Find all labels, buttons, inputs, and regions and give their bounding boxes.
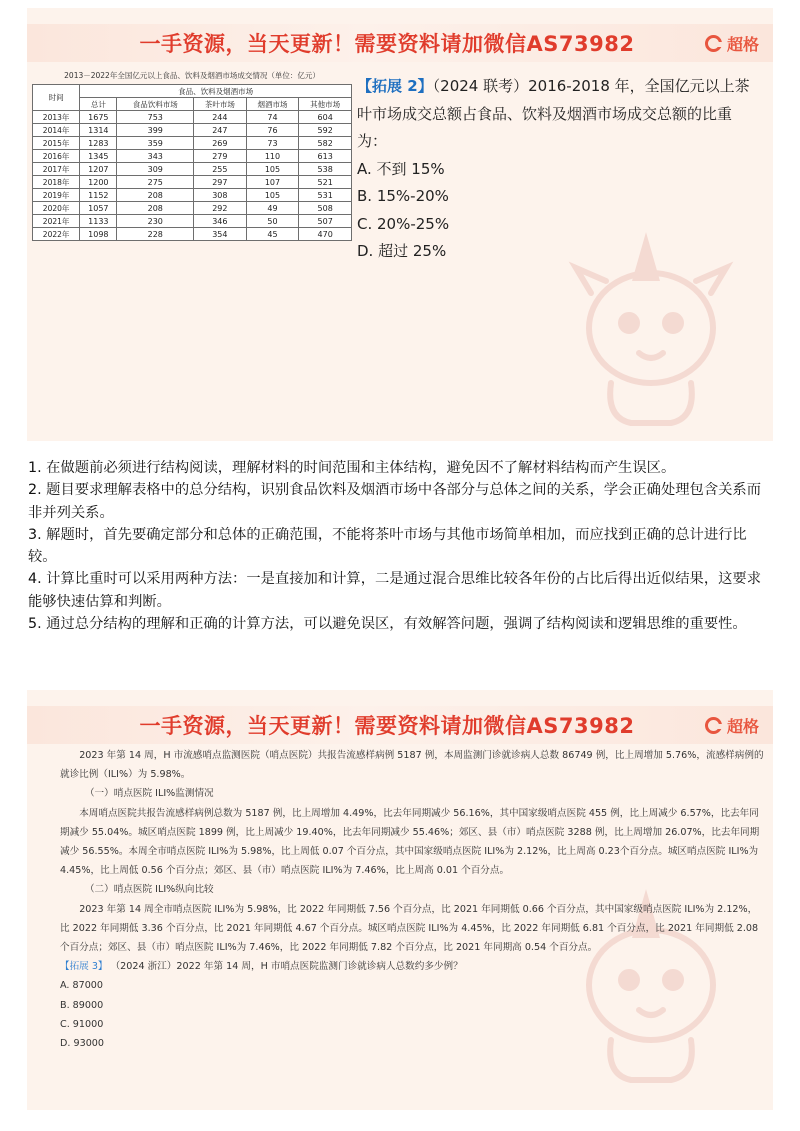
- brand-logo: [705, 714, 759, 736]
- brand-logo: [705, 32, 759, 54]
- question-2: [357, 73, 757, 266]
- table-cell: 346: [194, 215, 247, 228]
- table-cell: 1345: [80, 150, 117, 163]
- table-cell: 73: [246, 137, 299, 150]
- group-header: 食品、饮料及烟酒市场: [80, 85, 352, 98]
- table-cell: 470: [299, 228, 352, 241]
- table-cell: 74: [246, 111, 299, 124]
- table-cell: 228: [117, 228, 194, 241]
- table-cell: 592: [299, 124, 352, 137]
- table-cell: 105: [246, 163, 299, 176]
- question-stem: （2024 联考）2016-2018 年，全国亿元以上茶叶市场成交总额占食品、饮料及烟酒市场成交总额的比重为：: [357, 77, 750, 150]
- table-cell: 247: [194, 124, 247, 137]
- table-cell: 49: [246, 202, 299, 215]
- table-cell: 269: [194, 137, 247, 150]
- table-cell: 292: [194, 202, 247, 215]
- note-item: 1. 在做题前必须进行结构阅读，理解材料的时间范围和主体结构，避免因不了解材料结构而产生误区。: [28, 460, 676, 476]
- table-cell: 582: [299, 137, 352, 150]
- table-row: [33, 124, 352, 137]
- row-year: 2020年: [33, 202, 80, 215]
- table-cell: 1152: [80, 189, 117, 202]
- table-cell: 309: [117, 163, 194, 176]
- table-cell: 308: [194, 189, 247, 202]
- table-row: [33, 176, 352, 189]
- col-header: 其他市场: [299, 98, 352, 111]
- table-cell: 753: [117, 111, 194, 124]
- note-item: 5. 通过总分结构的理解和正确的计算方法，可以避免误区，有效解答问题，强调了结构阅读和逻辑思维的重要性。: [28, 616, 747, 633]
- row-year: 2016年: [33, 150, 80, 163]
- row-year: 2021年: [33, 215, 80, 228]
- col-header: 总计: [80, 98, 117, 111]
- table-cell: 613: [299, 150, 352, 163]
- table-row: [33, 202, 352, 215]
- g-logo-icon: [705, 35, 722, 52]
- table-cell: 1133: [80, 215, 117, 228]
- note-item: 3. 解题时，首先要确定部分和总体的正确范围，不能将茶叶市场与其他市场简单相加，而应找到正确的总计进行比较。: [28, 526, 747, 566]
- table-cell: 521: [299, 176, 352, 189]
- table-cell: 107: [246, 176, 299, 189]
- banner-text: 一手资源，当天更新！需要资料请加微信AS73982: [139, 714, 635, 738]
- table-cell: 45: [246, 228, 299, 241]
- option-b: B. 15%-20%: [357, 187, 449, 205]
- table-cell: 343: [117, 150, 194, 163]
- section-2-body: 2023 年第 14 周全市哨点医院 ILI%为 5.98%，比 2022 年同期低 7.56 个百分点，比 2021 年同期低 0.66 个百分点，其中国家级哨点医院 ILI%为 2.12%，比 2022 年同期低 3.36 个百分点，比 2021 年同期低 4.67 个百分点。城区哨点医院 ILI%为 4.45%，比 2022 年同期低 6.81 个百分点，比 2021 年同期低 2.08 个百分点；郊区、县（市）哨点医院 ILI%为 7.46%，比 2022 年同期低 7.82 个百分点，比 2021 年同期高 0.54 个百分点。: [60, 903, 759, 954]
- logo-text: 超格: [726, 716, 759, 736]
- table-row: [33, 215, 352, 228]
- row-year: 2015年: [33, 137, 80, 150]
- table-cell: 1207: [80, 163, 117, 176]
- row-year: 2022年: [33, 228, 80, 241]
- section-1-body: 本周哨点医院共报告流感样病例总数为 5187 例，比上周增加 4.49%，比去年同期减少 56.16%，其中国家级哨点医院 455 例，比上周减少 6.57%，比去年同期减少 55.04%。城区哨点医院 1899 例，比上周减少 19.40%，比去年同期减少 55.46%；郊区、县（市）哨点医院 3288 例，比上周增加 26.07%，比去年同期减少 56.55%。本周全市哨点医院 ILI%为 5.98%，比上周低 0.07 个百分点，其中国家级哨点医院 ILI%为 2.12%，比上周高 0.23个百分点。城区哨点医院 ILI%为 4.45%，比上周低 0.56 个百分点；郊区、县（市）哨点医院 ILI%为 7.46%，比上周高 0.01 个百分点。: [60, 807, 760, 877]
- question-tag: 【拓展 3】: [60, 961, 108, 973]
- banner-text: 一手资源，当天更新！需要资料请加微信AS73982: [139, 32, 635, 56]
- table-cell: 230: [117, 215, 194, 228]
- table-cell: 297: [194, 176, 247, 189]
- table-cell: 110: [246, 150, 299, 163]
- option-d: D. 超过 25%: [357, 242, 447, 260]
- table-row: [33, 163, 352, 176]
- col-header-year: 时间: [33, 85, 80, 111]
- table-cell: 208: [117, 202, 194, 215]
- table-row: [33, 228, 352, 241]
- table-cell: 1675: [80, 111, 117, 124]
- table-cell: 279: [194, 150, 247, 163]
- note-item: 2. 题目要求理解表格中的总分结构，识别食品饮料及烟酒市场中各部分与总体之间的关系，学会正确处理包含关系而非并列关系。: [28, 482, 762, 521]
- table-row: [33, 189, 352, 202]
- g-logo-icon: [705, 717, 722, 734]
- table-cell: 208: [117, 189, 194, 202]
- table-cell: 50: [246, 215, 299, 228]
- table-cell: 531: [299, 189, 352, 202]
- row-year: 2013年: [33, 111, 80, 124]
- row-year: 2017年: [33, 163, 80, 176]
- promo-banner: [27, 706, 773, 744]
- row-year: 2019年: [33, 189, 80, 202]
- option-a: A. 不到 15%: [357, 159, 445, 178]
- promo-banner: [27, 24, 773, 62]
- col-header: 食品饮料市场: [117, 98, 194, 111]
- material-card-1: [27, 8, 773, 441]
- col-header: 茶叶市场: [194, 98, 247, 111]
- question-stem: （2024 浙江）2022 年第 14 周，H 市哨点医院监测门诊就诊病人总数约多少例？: [110, 961, 463, 973]
- option-d: D. 93000: [60, 1038, 105, 1050]
- table-row: [33, 111, 352, 124]
- table-cell: 1314: [80, 124, 117, 137]
- table-cell: 76: [246, 124, 299, 137]
- section-2-title: （二）哨点医院 ILI%纵向比较: [84, 884, 214, 896]
- table-cell: 399: [117, 124, 194, 137]
- market-data-table: [32, 84, 352, 241]
- table-cell: 359: [117, 137, 194, 150]
- table-cell: 354: [194, 228, 247, 241]
- reading-passage: [60, 746, 766, 1053]
- table-cell: 244: [194, 111, 247, 124]
- note-item: 4. 计算比重时可以采用两种方法：一是直接加和计算，二是通过混合思维比较各年份的占比后得出近似结果，这要求能够快速估算和判断。: [28, 571, 762, 610]
- option-a: A. 87000: [60, 980, 104, 992]
- table-cell: 275: [117, 176, 194, 189]
- logo-text: 超格: [726, 34, 759, 54]
- row-year: 2014年: [33, 124, 80, 137]
- option-c: C. 20%-25%: [357, 214, 450, 233]
- table-cell: 1098: [80, 228, 117, 241]
- table-cell: 1283: [80, 137, 117, 150]
- question-tag: 【拓展 2】: [357, 77, 433, 95]
- passage-intro: 2023 年第 14 周，H 市流感哨点监测医院（哨点医院）共报告流感样病例 5187 例，本周监测门诊就诊病人总数 86749 例，比上周增加 5.76%，流感样病例的就诊比例（ILI%）为 5.98%。: [60, 750, 764, 781]
- table-cell: 255: [194, 163, 247, 176]
- table-title: 2013－2022年全国亿元以上食品、饮料及烟酒市场成交情况（单位：亿元）: [64, 71, 320, 80]
- table-row: [33, 137, 352, 150]
- row-year: 2018年: [33, 176, 80, 189]
- option-c: C. 91000: [60, 1018, 104, 1030]
- table-cell: 105: [246, 189, 299, 202]
- col-header: 烟酒市场: [246, 98, 299, 111]
- question-3: [60, 957, 766, 976]
- table-cell: 1200: [80, 176, 117, 189]
- table-cell: 508: [299, 202, 352, 215]
- section-1-title: （一）哨点医院 ILI%监测情况: [84, 788, 214, 800]
- table-cell: 604: [299, 111, 352, 124]
- option-b: B. 89000: [60, 999, 104, 1011]
- table-cell: 1057: [80, 202, 117, 215]
- table-cell: 538: [299, 163, 352, 176]
- table-row: [33, 150, 352, 163]
- analysis-notes: [28, 457, 773, 635]
- material-card-2: [27, 690, 773, 1110]
- table-cell: 507: [299, 215, 352, 228]
